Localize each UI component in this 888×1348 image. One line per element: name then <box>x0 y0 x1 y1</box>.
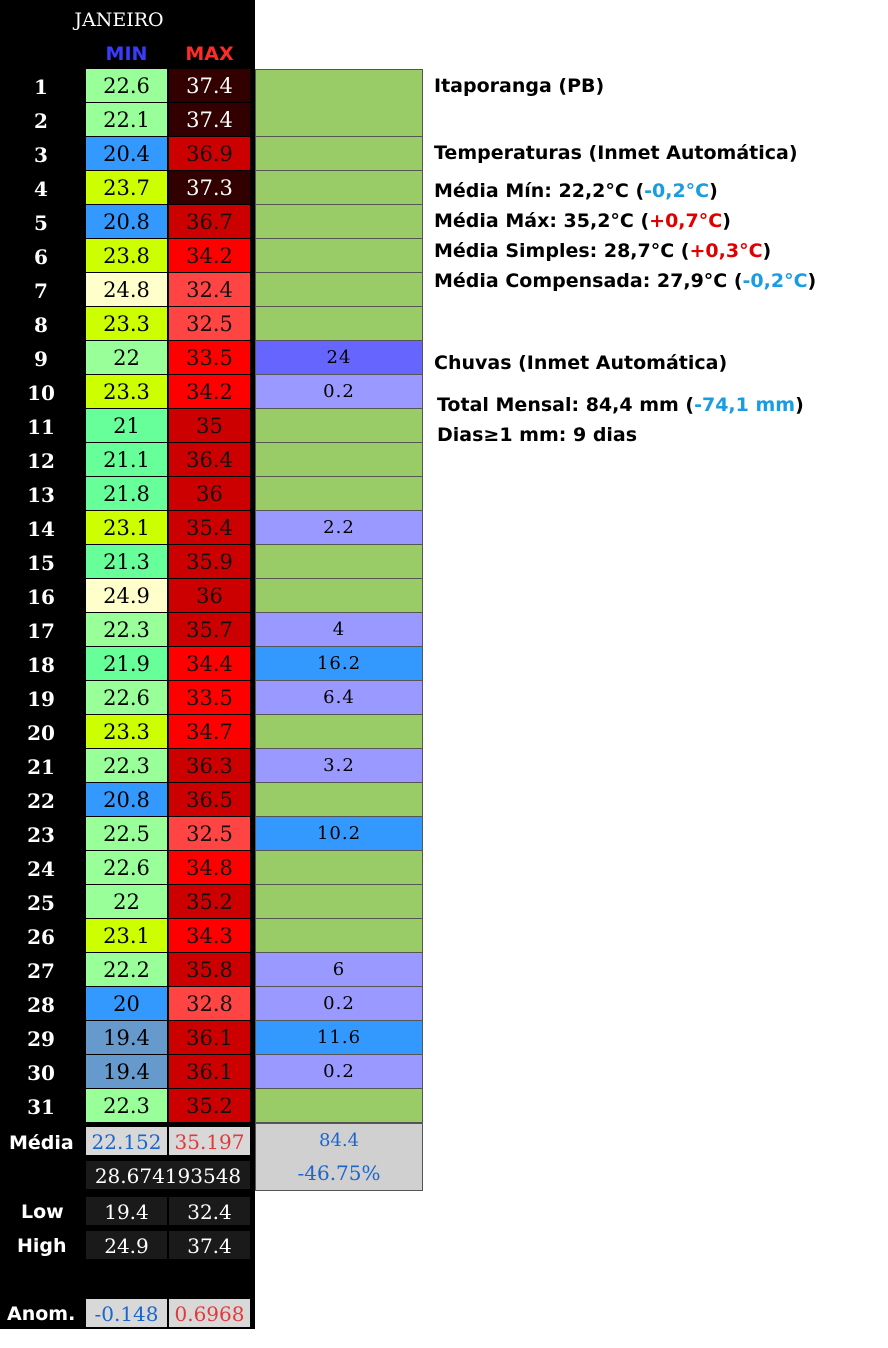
rain-cell: 0.2 <box>255 987 423 1021</box>
min-temp-cell: 21.1 <box>86 443 167 476</box>
min-temp-cell: 23.7 <box>86 171 167 204</box>
table-row <box>0 919 422 953</box>
max-temp-cell: 34.2 <box>169 239 250 272</box>
low-max-value: 32.4 <box>169 1197 250 1225</box>
max-temp-cell: 36.3 <box>169 749 250 782</box>
max-temp-cell: 34.3 <box>169 919 250 952</box>
rain-cell: 0.2 <box>255 1055 423 1089</box>
max-temp-cell: 36.5 <box>169 783 250 816</box>
table-row <box>0 477 422 511</box>
anom-max-value: 0.6968 <box>169 1299 250 1327</box>
month-title: JANEIRO <box>74 9 164 31</box>
max-temp-cell: 35.4 <box>169 511 250 544</box>
max-temp-cell: 36.1 <box>169 1021 250 1054</box>
day-number: 14 <box>27 517 55 541</box>
min-temp-cell: 20.4 <box>86 137 167 170</box>
rain-cell: 16.2 <box>255 647 423 681</box>
day-number: 8 <box>34 313 48 337</box>
high-min-value: 24.9 <box>86 1231 167 1259</box>
rain-total-line: Total Mensal: 84,4 mm (-74,1 mm) <box>437 394 804 416</box>
table-row <box>0 511 422 545</box>
high-max-value: 37.4 <box>169 1231 250 1259</box>
table-row <box>0 171 422 205</box>
min-temp-cell: 21 <box>86 409 167 442</box>
min-temp-cell: 24.8 <box>86 273 167 306</box>
rain-cell <box>255 171 423 205</box>
rain-cell: 6.4 <box>255 681 423 715</box>
table-row <box>0 953 422 987</box>
max-temp-cell: 36.4 <box>169 443 250 476</box>
min-temp-cell: 24.9 <box>86 579 167 612</box>
min-temp-cell: 22 <box>86 885 167 918</box>
rain-cell: 0.2 <box>255 375 423 409</box>
table-row <box>0 1089 422 1123</box>
media-max-value: 35.197 <box>169 1127 250 1155</box>
rain-cell <box>255 69 423 104</box>
max-header: MAX <box>185 43 234 65</box>
min-temp-cell: 23.8 <box>86 239 167 272</box>
rain-cell: 6 <box>255 953 423 987</box>
day-number: 7 <box>34 279 48 303</box>
max-temp-cell: 37.4 <box>169 103 250 136</box>
table-row <box>0 1055 422 1089</box>
high-label: High <box>17 1235 67 1257</box>
rain-cell <box>255 273 423 307</box>
day-number: 30 <box>27 1061 55 1085</box>
min-temp-cell: 23.1 <box>86 511 167 544</box>
max-temp-cell: 36.9 <box>169 137 250 170</box>
max-temp-cell: 34.2 <box>169 375 250 408</box>
media-min-value: 22.152 <box>86 1127 167 1155</box>
day-number: 13 <box>27 483 55 507</box>
day-number: 10 <box>27 381 55 405</box>
table-row <box>0 205 422 239</box>
day-number: 5 <box>34 211 48 235</box>
min-temp-cell: 22.3 <box>86 1089 167 1122</box>
rain-cell <box>255 477 423 511</box>
day-number: 4 <box>34 177 48 201</box>
table-row <box>0 715 422 749</box>
max-temp-cell: 33.5 <box>169 681 250 714</box>
table-row <box>0 409 422 443</box>
max-temp-cell: 37.4 <box>169 69 250 102</box>
min-temp-cell: 22.3 <box>86 613 167 646</box>
media-compensada-line: Média Compensada: 27,9°C (-0,2°C) <box>434 270 817 292</box>
rain-cell: 3.2 <box>255 749 423 783</box>
min-temp-cell: 22.2 <box>86 953 167 986</box>
rain-cell: 2.2 <box>255 511 423 545</box>
max-temp-cell: 32.4 <box>169 273 250 306</box>
table-row <box>0 749 422 783</box>
day-number: 28 <box>27 993 55 1017</box>
table-row <box>0 885 422 919</box>
min-temp-cell: 22.6 <box>86 69 167 102</box>
rain-cell <box>255 919 423 953</box>
rain-cell <box>255 885 423 919</box>
table-row <box>0 341 422 375</box>
table-row <box>0 69 422 103</box>
anom-min-value: -0.148 <box>86 1299 167 1327</box>
rain-cell <box>255 1089 423 1123</box>
day-number: 9 <box>34 347 48 371</box>
day-number: 23 <box>27 823 55 847</box>
min-temp-cell: 23.3 <box>86 715 167 748</box>
min-temp-cell: 21.9 <box>86 647 167 680</box>
day-number: 27 <box>27 959 55 983</box>
day-number: 3 <box>34 143 48 167</box>
rain-cell <box>255 783 423 817</box>
temperature-title: Temperaturas (Inmet Automática) <box>434 142 798 164</box>
rain-cell <box>255 307 423 341</box>
table-row <box>0 545 422 579</box>
min-temp-cell: 22.3 <box>86 749 167 782</box>
day-number: 20 <box>27 721 55 745</box>
max-temp-cell: 35.7 <box>169 613 250 646</box>
media-max-line: Média Máx: 35,2°C (+0,7°C) <box>434 210 731 232</box>
table-row <box>0 375 422 409</box>
table-row <box>0 273 422 307</box>
table-row <box>0 647 422 681</box>
rain-cell <box>255 545 423 579</box>
min-temp-cell: 22.5 <box>86 817 167 850</box>
day-number: 2 <box>34 109 48 133</box>
min-temp-cell: 21.8 <box>86 477 167 510</box>
day-number: 11 <box>27 415 55 439</box>
max-temp-cell: 35 <box>169 409 250 442</box>
min-temp-cell: 23.3 <box>86 307 167 340</box>
day-number: 29 <box>27 1027 55 1051</box>
table-row <box>0 239 422 273</box>
day-number: 26 <box>27 925 55 949</box>
max-temp-cell: 36 <box>169 477 250 510</box>
rain-title: Chuvas (Inmet Automática) <box>434 352 728 374</box>
table-row <box>0 579 422 613</box>
day-number: 25 <box>27 891 55 915</box>
day-number: 16 <box>27 585 55 609</box>
station-name: Itaporanga (PB) <box>434 75 605 97</box>
day-number: 18 <box>27 653 55 677</box>
min-temp-cell: 22 <box>86 341 167 374</box>
max-temp-cell: 34.8 <box>169 851 250 884</box>
day-number: 12 <box>27 449 55 473</box>
rain-cell <box>255 443 423 477</box>
day-number: 24 <box>27 857 55 881</box>
rain-cell <box>255 715 423 749</box>
table-row <box>0 681 422 715</box>
rain-cell <box>255 579 423 613</box>
day-number: 17 <box>27 619 55 643</box>
rain-days-line: Dias≥1 mm: 9 dias <box>437 424 638 446</box>
min-temp-cell: 23.1 <box>86 919 167 952</box>
table-row <box>0 613 422 647</box>
max-temp-cell: 36.1 <box>169 1055 250 1088</box>
max-temp-cell: 33.5 <box>169 341 250 374</box>
max-temp-cell: 35.8 <box>169 953 250 986</box>
day-number: 22 <box>27 789 55 813</box>
rain-cell <box>255 851 423 885</box>
max-temp-cell: 35.2 <box>169 1089 250 1122</box>
low-label: Low <box>21 1201 64 1223</box>
table-row <box>0 851 422 885</box>
max-temp-cell: 32.5 <box>169 817 250 850</box>
media-mean-value: 28.674193548 <box>86 1161 250 1189</box>
max-temp-cell: 36.7 <box>169 205 250 238</box>
max-temp-cell: 34.4 <box>169 647 250 680</box>
min-temp-cell: 20.8 <box>86 205 167 238</box>
table-row <box>0 137 422 171</box>
rain-cell <box>255 205 423 239</box>
max-temp-cell: 32.5 <box>169 307 250 340</box>
day-number: 15 <box>27 551 55 575</box>
low-min-value: 19.4 <box>86 1197 167 1225</box>
table-row <box>0 103 422 137</box>
rain-cell <box>255 137 423 171</box>
max-temp-cell: 36 <box>169 579 250 612</box>
table-row <box>0 817 422 851</box>
rain-cell: 24 <box>255 341 423 375</box>
table-row <box>0 307 422 341</box>
rain-cell <box>255 239 423 273</box>
day-number: 6 <box>34 245 48 269</box>
min-temp-cell: 23.3 <box>86 375 167 408</box>
day-number: 1 <box>34 75 48 99</box>
min-temp-cell: 20.8 <box>86 783 167 816</box>
max-temp-cell: 37.3 <box>169 171 250 204</box>
table-row <box>0 1021 422 1055</box>
max-temp-cell: 35.2 <box>169 885 250 918</box>
media-simples-line: Média Simples: 28,7°C (+0,3°C) <box>434 240 772 262</box>
min-temp-cell: 22.6 <box>86 681 167 714</box>
media-label: Média <box>9 1132 74 1154</box>
anom-label: Anom. <box>7 1303 76 1325</box>
rain-cell: 11.6 <box>255 1021 423 1055</box>
table-row <box>0 987 422 1021</box>
rain-cell <box>255 409 423 443</box>
max-temp-cell: 32.8 <box>169 987 250 1020</box>
rain-total-value: 84.4 <box>255 1123 423 1158</box>
max-temp-cell: 35.9 <box>169 545 250 578</box>
min-temp-cell: 22.1 <box>86 103 167 136</box>
min-temp-cell: 21.3 <box>86 545 167 578</box>
media-min-line: Média Mín: 22,2°C (-0,2°C) <box>434 180 718 202</box>
min-temp-cell: 22.6 <box>86 851 167 884</box>
min-temp-cell: 19.4 <box>86 1055 167 1088</box>
day-number: 31 <box>27 1095 55 1119</box>
min-header: MIN <box>105 43 148 65</box>
day-number: 21 <box>27 755 55 779</box>
rain-percent-value: -46.75% <box>255 1157 423 1191</box>
max-temp-cell: 34.7 <box>169 715 250 748</box>
table-row <box>0 783 422 817</box>
min-temp-cell: 20 <box>86 987 167 1020</box>
day-number: 19 <box>27 687 55 711</box>
rain-cell: 4 <box>255 613 423 647</box>
rain-cell <box>255 103 423 137</box>
min-temp-cell: 19.4 <box>86 1021 167 1054</box>
rain-cell: 10.2 <box>255 817 423 851</box>
table-row <box>0 443 422 477</box>
